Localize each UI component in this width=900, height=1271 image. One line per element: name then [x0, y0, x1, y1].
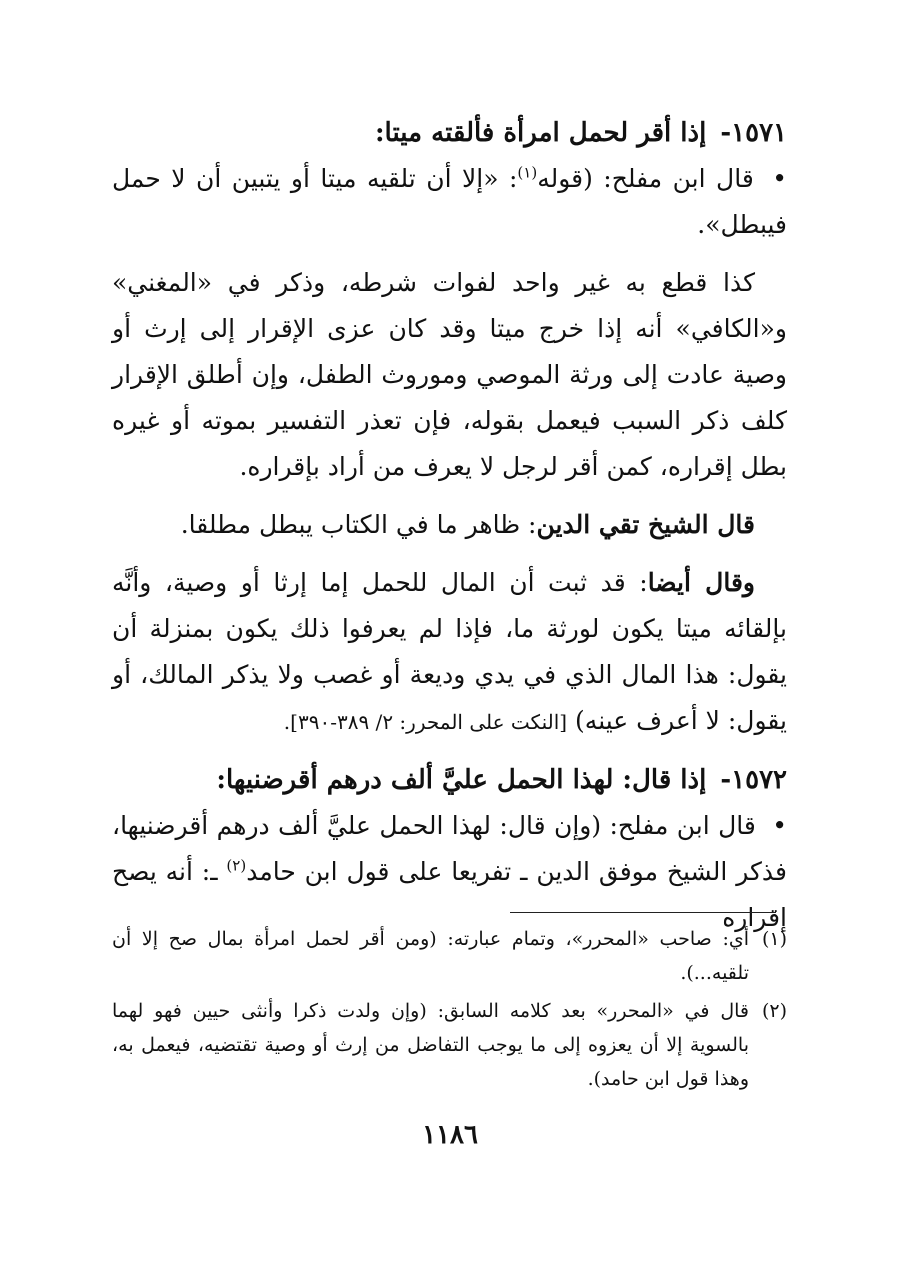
section-title: إذا أقر لحمل امرأة فألقته ميتا:: [374, 118, 707, 148]
footnote-divider: [510, 912, 776, 913]
main-text: [112, 110, 787, 941]
page-number: ١١٨٦: [422, 1120, 478, 1150]
quote-text-cont: ـ: أنه يصح إقراره: [112, 857, 787, 932]
section-title: إذا قال: لهذا الحمل عليَّ ألف درهم أقرضنيها:: [216, 765, 707, 795]
quote-text: قال ابن مفلح: (قوله: [537, 164, 754, 193]
paragraph: [112, 560, 787, 745]
quote-text-cont: : «إلا أن تلقيه ميتا أو يتبين أن لا حمل فيبطل».: [112, 164, 787, 239]
bullet-icon: •: [772, 811, 787, 840]
speaker-name: وقال أيضا: [647, 568, 755, 597]
footnote-ref-1[interactable]: (١): [517, 163, 538, 182]
section-number: ١٥٧١-: [720, 118, 787, 148]
speaker-name: قال الشيخ تقي الدين: [536, 510, 755, 539]
footnote-text: قال في «المحرر» بعد كلامه السابق: (وإن ولدت ذكرا وأنثى حيين فهو لهما بالسوية إلا أن يعزوه إلى ما يوجب التفاضل من إرث أو وصية تقتضيه، فيعمل به، وهذا قول ابن حامد).: [112, 1000, 749, 1090]
paragraph: كذا قطع به غير واحد لفوات شرطه، وذكر في «المغني» و«الكافي» أنه إذا خرج ميتا وقد كان عزى الإقرار إلى إرث أو وصية عادت إلى ورثة الموصي وموروث الطفل، وإن أطلق الإقرار كلف ذكر السبب فيعمل بقوله، فإن تعذر التفسير بموته أو غيره بطل إقراره، كمن أقر لرجل لا يعرف من أراد بإقراره.: [112, 268, 787, 481]
quote-paragraph: [112, 156, 787, 248]
footnote-number: (٢): [761, 1000, 787, 1022]
paragraph: [112, 502, 787, 548]
section-number: ١٥٧٢-: [720, 765, 787, 795]
citation: [النكت على المحرر: ٢/ ٣٨٩-٣٩٠].: [283, 710, 568, 734]
bullet-icon: •: [772, 164, 787, 193]
paragraph-text: : ظاهر ما في الكتاب يبطل مطلقا.: [180, 510, 537, 539]
quote-paragraph: [112, 803, 787, 941]
footnote-number: (١): [761, 928, 787, 950]
section-1571-heading: [112, 110, 787, 156]
quote-text: قال ابن مفلح: (وإن قال: لهذا الحمل عليَّ ألف درهم أقرضنيها، فذكر الشيخ موفق الدين ـ تفريعا على قول ابن حامد: [112, 811, 787, 886]
footnote-ref-2[interactable]: (٢): [226, 856, 247, 875]
footnote: [112, 994, 787, 1096]
footnotes: [112, 922, 787, 1100]
footnote: [112, 922, 787, 990]
paragraph-text: : قد ثبت أن المال للحمل إما إرثا أو وصية، وأنَّه بإلقائه ميتا يكون لورثة ما، فإذا لم يعرفوا ذلك يكون بمنزلة أن يقول: هذا المال الذي في يدي وديعة أو غصب ولا يذكر المالك، أو يقول: لا أعرف عينه): [112, 568, 787, 735]
footnote-text: أي: صاحب «المحرر»، وتمام عبارته: (ومن أقر لحمل امرأة بمال صح إلا أن تلقيه...).: [112, 928, 749, 984]
section-1572-heading: [112, 757, 787, 803]
